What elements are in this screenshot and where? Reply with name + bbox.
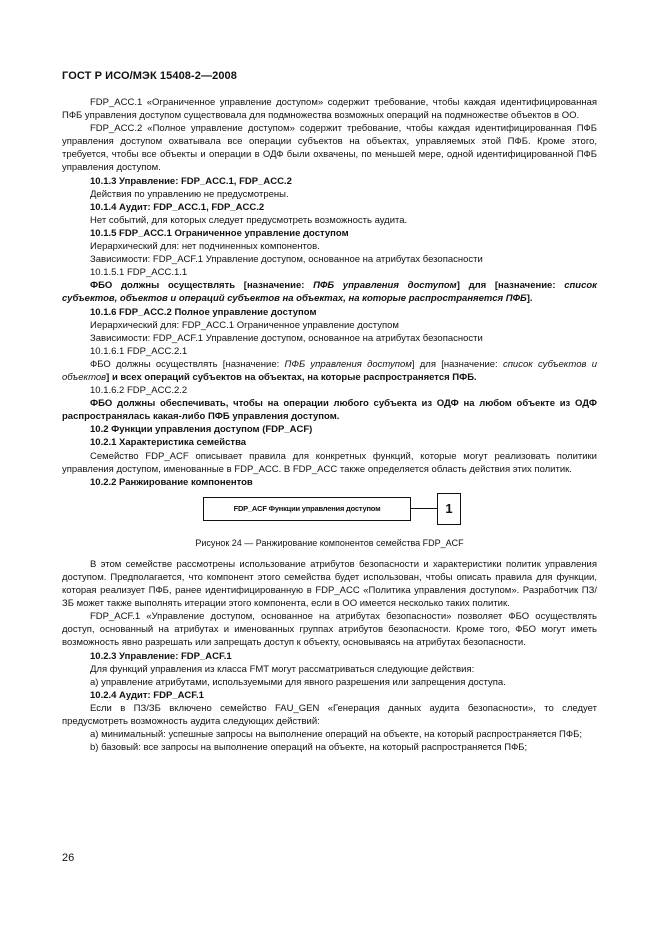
element-id: 10.1.6.1 FDP_ACC.2.1 — [90, 345, 188, 357]
paragraph: Для функций управления из класса FMT могут рассматриваться следующие действия: — [90, 663, 475, 675]
requirement-assignment: список субъектов, объектов и операций субъектов на объектах, на которые распространяется ПФБ — [62, 280, 597, 305]
list-item: a) управление атрибутами, используемыми для явного разрешения или запрещения доступа. — [90, 676, 506, 688]
requirement-assignment: список субъектов и объектов — [62, 358, 597, 383]
section-heading: 10.1.3 Управление: FDP_ACC.1, FDP_ACC.2 — [90, 175, 292, 187]
connector-line — [411, 508, 437, 509]
section-heading: 10.1.4 Аудит: FDP_ACC.1, FDP_ACC.2 — [90, 201, 265, 213]
paragraph: FDP_ACC.2 «Полное управление доступом» содержит требование, чтобы каждая идентифицированная ПФБ управления доступом охватывала все операции субъектов на объектах, управляемых этой ПФБ. Кроме этого, требуется, чтобы все объекты и операции в ОДФ были охвачены, по меньшей мере, одной идентифицированной ПФБ управления доступом. — [62, 123, 597, 174]
paragraph: Зависимости: FDP_ACF.1 Управление доступом, основанное на атрибутах безопасности — [90, 254, 483, 266]
document-header: ГОСТ Р ИСО/МЭК 15408-2—2008 — [62, 70, 237, 82]
requirement-part: ]. — [526, 293, 533, 305]
level-box: 1 — [437, 493, 461, 525]
requirement-text: ФБО должны обеспечивать, чтобы на операции любого субъекта из ОДФ на любом объекте из ОДФ распространялась какая-либо ПФБ управления доступом. — [62, 398, 597, 423]
paragraph: Зависимости: FDP_ACF.1 Управление доступом, основанное на атрибутах безопасности — [90, 332, 483, 344]
paragraph: Действия по управлению не предусмотрены. — [90, 188, 289, 200]
paragraph: Нет событий, для которых следует предусмотреть возможность аудита. — [90, 214, 408, 226]
requirement-part: ] для [назначение: — [456, 280, 565, 292]
figure-caption: Рисунок 24 — Ранжирование компонентов семейства FDP_ACF — [195, 537, 464, 548]
requirement-assignment: ПФБ управления доступом — [313, 280, 457, 292]
page-number: 26 — [62, 852, 75, 864]
list-item: a) минимальный: успешные запросы на выполнение операций на объекте, на который распространяется ПФБ; — [90, 729, 582, 741]
section-heading: 10.2.3 Управление: FDP_ACF.1 — [90, 650, 232, 662]
list-item: b) базовый: все запросы на выполнение операций на объекте, на который распространяется ПФБ; — [90, 742, 528, 754]
element-id: 10.1.6.2 FDP_ACC.2.2 — [90, 385, 188, 397]
paragraph: Если в ПЗ/ЗБ включено семейство FAU_GEN «Генерация данных аудита безопасности», то следует предусмотреть возможность аудита следующих действий: — [62, 702, 597, 728]
paragraph: Семейство FDP_ACF описывает правила для конкретных функций, которые могут реализовать политики управления доступом, именованные в FDP_ACC. В FDP_ACC также определяется область действия этих политик. — [62, 450, 597, 475]
paragraph: Иерархический для: FDP_ACC.1 Ограниченное управление доступом — [90, 319, 399, 331]
requirement-part: ФБО должны осуществлять [назначение: — [90, 358, 285, 370]
requirement-text — [62, 358, 597, 384]
document-body — [62, 96, 597, 754]
section-heading: 10.2 Функции управления доступом (FDP_ACF) — [90, 424, 313, 436]
requirement-part: ] и всех операций субъектов на объектах, на которые распространяется ПФБ. — [106, 371, 477, 383]
section-heading: 10.2.2 Ранжирование компонентов — [90, 476, 253, 488]
section-heading: 10.2.4 Аудит: FDP_ACF.1 — [90, 689, 204, 701]
requirement-assignment: ПФБ управления доступом — [284, 358, 412, 370]
requirement-part: ФБО должны осуществлять [назначение: — [90, 280, 314, 292]
component-levelling-figure — [62, 493, 597, 535]
section-heading: 10.2.1 Характеристика семейства — [90, 437, 247, 449]
paragraph: В этом семействе рассмотрены использование атрибутов безопасности и характеристики политик управления доступом. Предполагается, что компонент этого семейства будет использован, чтобы описать правила для функции, которая реализует ПФБ, ранее идентифицированную в FDP_ACC «Политика управления доступом». Разработчик ПЗ/ЗБ может также выполнять итерации этого компонента, если в ОО имеется несколько таких политик. — [62, 558, 597, 610]
requirement-text — [62, 279, 597, 305]
paragraph: FDP_ACC.1 «Ограниченное управление доступом» содержит требование, чтобы каждая идентифицированная ПФБ управления доступом существовала для подмножества возможных операций на подмножестве объектов в ОО. — [62, 97, 597, 122]
section-heading: 10.1.6 FDP_ACC.2 Полное управление доступом — [90, 306, 317, 318]
spacer — [62, 550, 597, 558]
section-heading: 10.1.5 FDP_ACC.1 Ограниченное управление доступом — [90, 227, 349, 239]
element-id: 10.1.5.1 FDP_ACC.1.1 — [90, 267, 188, 279]
requirement-part: ] для [назначение: — [411, 358, 503, 370]
paragraph: FDP_ACF.1 «Управление доступом, основанное на атрибутах безопасности» позволяет ФБО осуществлять доступ, основанный на атрибутах и именованных группах атрибутов безопасности. Кроме того, ФБО могут иметь возможность явно разрешать или запрещать доступ к объекту, основываясь на атрибутах безопасности. — [62, 611, 597, 649]
component-box: FDP_ACF Функции управления доступом — [203, 497, 411, 521]
paragraph: Иерархический для: нет подчиненных компонентов. — [90, 241, 320, 253]
